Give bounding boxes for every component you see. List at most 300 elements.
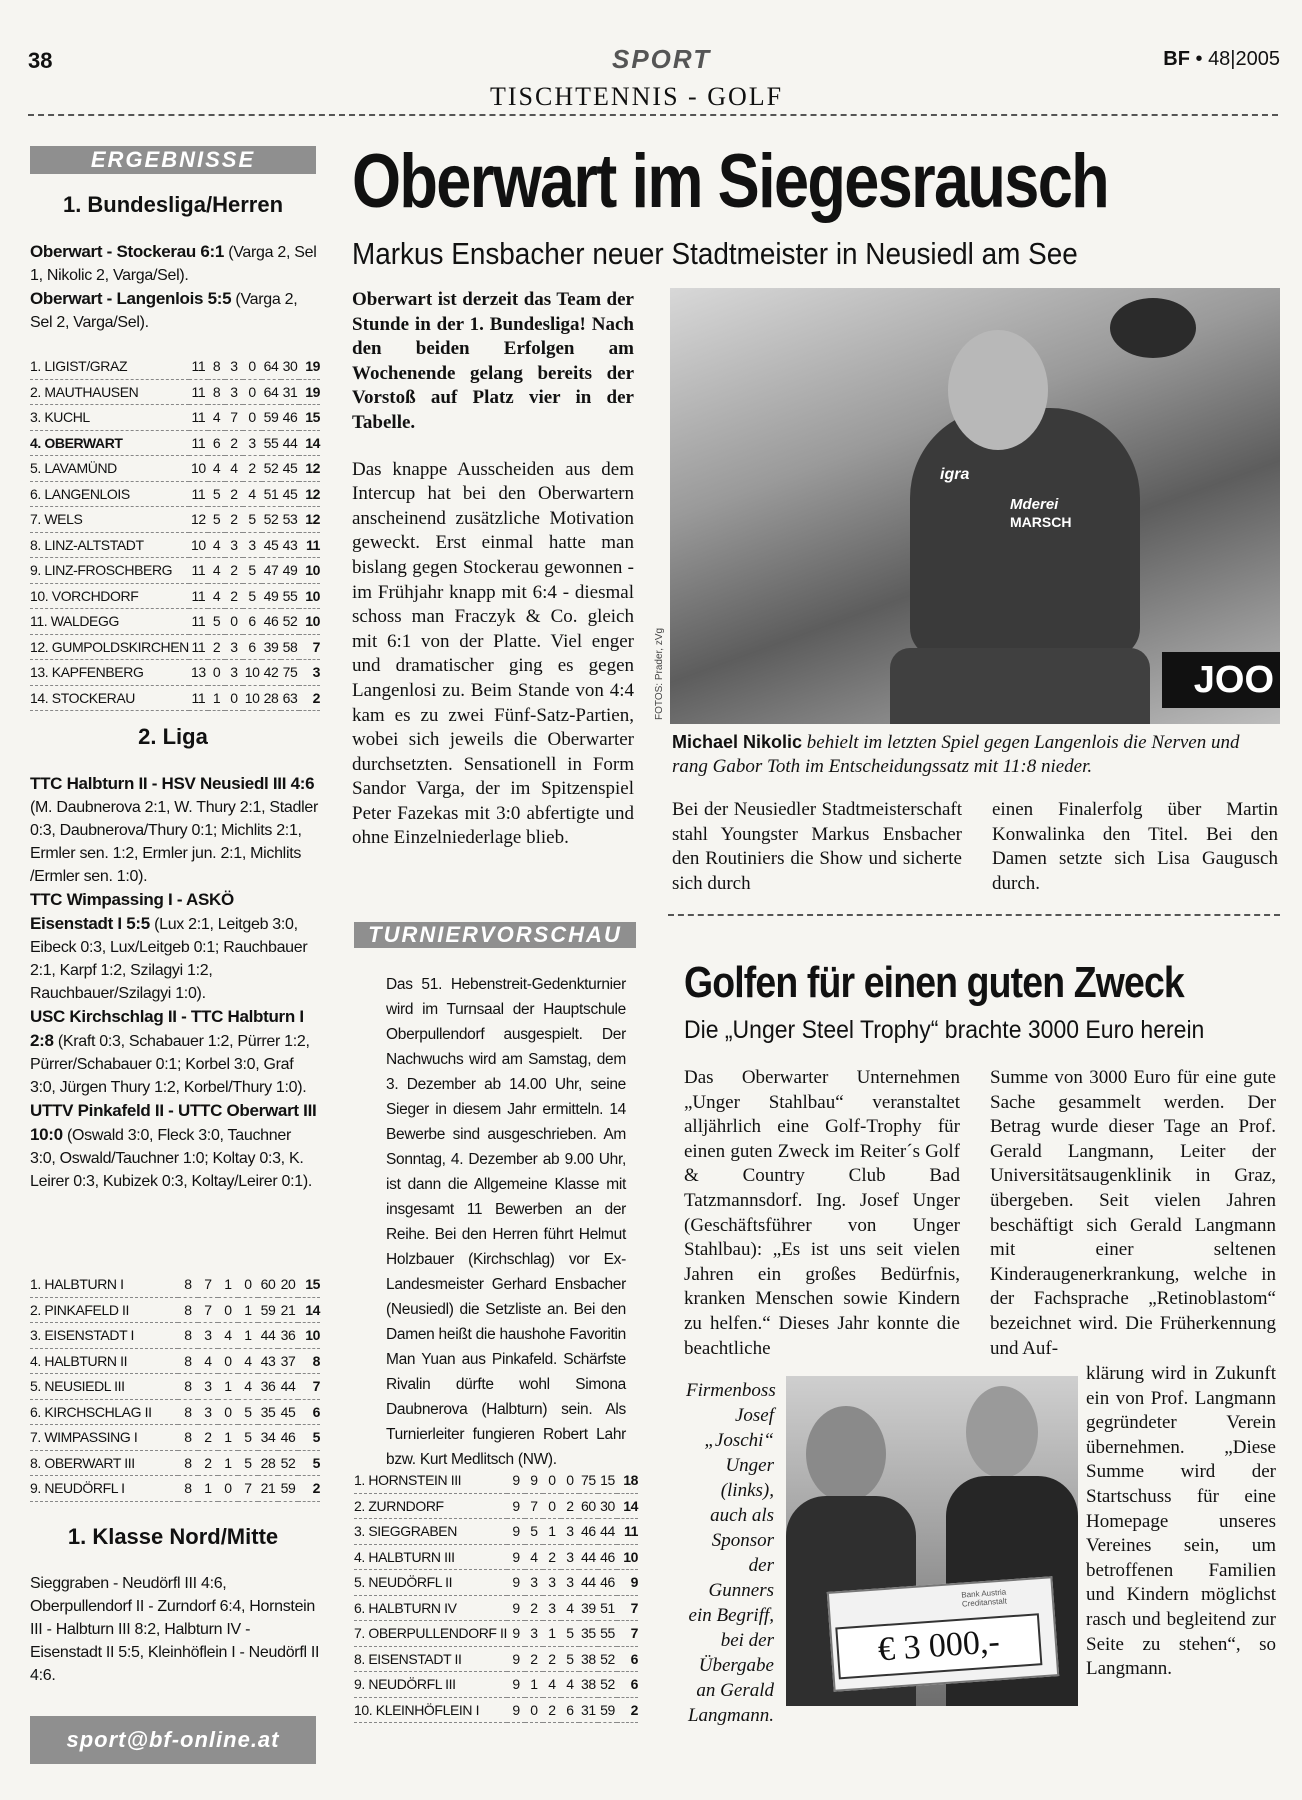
stat-cell: 6 [243,609,262,635]
stat-cell: 6 [208,430,225,456]
stat-cell: 30 [598,1493,617,1519]
stat-cell: 1 [218,1374,238,1400]
liga2-results [30,772,320,1193]
stat-cell: 0 [208,660,225,686]
points-cell: 19 [299,379,320,405]
stat-cell: 28 [262,685,281,711]
stat-cell: 2 [225,507,242,533]
team-name: 4. OBERWART [30,430,189,456]
stat-cell: 11 [189,481,208,507]
stat-cell: 2 [543,1544,561,1570]
team-name: 9. NEUDÖRFL III [354,1672,507,1698]
stat-cell: 9 [507,1570,525,1596]
stat-cell: 44 [598,1519,617,1545]
stat-cell: 45 [281,481,300,507]
stat-cell: 35 [579,1621,598,1647]
stat-cell: 4 [208,405,225,431]
stat-cell: 43 [258,1348,278,1374]
stat-cell: 58 [281,634,300,660]
result-oberwart-langenlois: Oberwart - Langenlois 5:5 (Varga 2, Sel 2, Varga/Sel). [30,289,298,331]
stat-cell: 60 [258,1272,278,1297]
stat-cell: 0 [543,1468,561,1493]
stat-cell: 0 [543,1493,561,1519]
stat-cell: 2 [525,1646,543,1672]
stat-cell: 45 [262,532,281,558]
player-shirt-shape [910,408,1140,658]
points-cell: 15 [298,1272,320,1297]
team-name: 5. NEUSIEDL III [30,1374,178,1400]
stat-cell: 1 [525,1672,543,1698]
points-cell: 14 [617,1493,638,1519]
team-name: 4. HALBTURN III [354,1544,507,1570]
team-name: 5. LAVAMÜND [30,456,189,482]
stat-cell: 7 [198,1272,218,1297]
points-cell: 3 [299,660,320,686]
stat-cell: 55 [262,430,281,456]
jersey-text-3: MARSCH [1010,514,1072,530]
stat-cell: 46 [278,1425,298,1451]
stat-cell: 1 [543,1621,561,1647]
stat-cell: 46 [598,1570,617,1596]
team-name: 5. NEUDÖRFL II [354,1570,507,1596]
golf-headline: Golfen für einen guten Zweck [684,958,1184,1007]
stat-cell: 3 [198,1399,218,1425]
points-cell: 12 [299,507,320,533]
team-name: 8. EISENSTADT II [354,1646,507,1672]
turnier-label: TURNIERVORSCHAU [354,922,636,948]
stat-cell: 3 [225,379,242,405]
result-kirchschlag-halbturn: USC Kirchschlag II - TTC Halbturn I 2:8 (Kraft 0:3, Schabauer 1:2, Pürrer 1:2, Pürrer/Schabauer 0:1; Korbel 3:0, Graf 3:0, Jürgen Thury 1:2, Korbel/Thury 1:0). [30,1007,310,1096]
stat-cell: 5 [561,1646,579,1672]
team-name: 4. HALBTURN II [30,1348,178,1374]
table-row [30,1476,320,1502]
points-cell: 14 [299,430,320,456]
points-cell: 7 [617,1621,638,1647]
stat-cell: 9 [507,1595,525,1621]
stat-cell: 36 [278,1323,298,1349]
table-row [30,634,320,660]
table-row [30,609,320,635]
stat-cell: 0 [238,1272,258,1297]
stat-cell: 0 [225,609,242,635]
stat-cell: 3 [561,1570,579,1596]
stat-cell: 11 [189,558,208,584]
stat-cell: 8 [178,1323,198,1349]
stat-cell: 11 [189,634,208,660]
main-lead: Oberwart ist derzeit das Team der Stunde in der 1. Bundesliga! Nach den beiden Erfolgen am Wochenende gelang bereits der Vorstoß auf Platz vier in der Tabelle. [352,289,634,433]
stat-cell: 3 [225,354,242,379]
topic-title: TISCHTENNIS - GOLF [490,82,784,111]
points-cell: 6 [617,1672,638,1698]
team-name: 2. PINKAFELD II [30,1297,178,1323]
stat-cell: 9 [507,1621,525,1647]
stat-cell: 34 [258,1425,278,1451]
email-link[interactable]: sport@bf-online.at [30,1716,316,1764]
stat-cell: 35 [258,1399,278,1425]
stat-cell: 75 [579,1468,598,1493]
team-name: 10. KLEINHÖFLEIN I [354,1697,507,1723]
sponsor-banner: JOO [1162,652,1280,708]
table-row [30,660,320,686]
stat-cell: 8 [208,354,225,379]
stat-cell: 52 [281,609,300,635]
stat-cell: 28 [258,1450,278,1476]
stat-cell: 11 [189,685,208,711]
table-row [30,685,320,711]
stat-cell: 46 [262,609,281,635]
stat-cell: 4 [243,481,262,507]
stat-cell: 3 [225,660,242,686]
points-cell: 10 [299,583,320,609]
team-name: 14. STOCKERAU [30,685,189,711]
stat-cell: 4 [208,532,225,558]
stat-cell: 13 [189,660,208,686]
stat-cell: 1 [543,1519,561,1545]
table-row [354,1544,638,1570]
table-row [354,1570,638,1596]
points-cell: 10 [299,609,320,635]
stat-cell: 1 [218,1450,238,1476]
liga2-title: 2. Liga [138,724,208,749]
table-row [354,1646,638,1672]
stat-cell: 44 [579,1544,598,1570]
stat-cell: 45 [278,1399,298,1425]
stat-cell: 6 [561,1697,579,1723]
stat-cell: 9 [525,1468,543,1493]
table-row [30,1399,320,1425]
stat-cell: 7 [198,1297,218,1323]
player-shorts-shape [890,648,1150,724]
stat-cell: 49 [262,583,281,609]
table-row [354,1621,638,1647]
stat-cell: 3 [243,532,262,558]
stat-cell: 3 [561,1544,579,1570]
bundesliga-results [30,240,320,334]
stat-cell: 6 [243,634,262,660]
stat-cell: 60 [579,1493,598,1519]
page-number: 38 [28,48,53,73]
stat-cell: 2 [225,583,242,609]
charity-check [827,1576,1059,1692]
table-row [30,481,320,507]
main-body: Das knappe Ausscheiden aus dem Intercup hat bei den Oberwartern anscheinend zusätzliche Motivation geweckt. Erst einmal hatte man bislang gegen Stockerau gewonnen - im Frühjahr knapp mit 6:4 - diesmal schoss man Fraczyk & Co. gleich mit 6:1 von der Platte. Viel enger und dramatischer ging es gegen Langenlosi zu. Beim Stande von 4:4 kam es zu zwei Fünf-Satz-Partien, wobei sich jeweils die Oberwarter durchsetzten. Sensationell in Form Sandor Varga, der im Spitzenspiel Peter Fazekas mit 3:0 abfertigte und ohne Einzelniederlage blieb. [352,458,634,849]
points-cell: 10 [617,1544,638,1570]
stat-cell: 4 [238,1348,258,1374]
check-bank: Bank Austria Creditanstalt [961,1587,1008,1609]
stat-cell: 52 [598,1672,617,1698]
stat-cell: 3 [543,1570,561,1596]
result-wimpassing-eisenstadt: TTC Wimpassing I - ASKÖ Eisenstadt I 5:5 (Lux 2:1, Leitgeb 3:0, Eibeck 0:3, Lux/Leitgeb 0:1; Rauchbauer 2:1, Karpf 1:2, Szilagyi 1:2, Rauchbauer/Szilagyi 1:0). [30,890,308,1002]
turnier-text: Das 51. Hebenstreit-Gedenkturnier wird im Turnsaal der Hauptschule Oberpullendorf ausgespielt. Der Nachwuchs wird am Samstag, dem 3. Dezember ab 14.00 Uhr, seine Sieger in diesem Jahr ermitteln. 14 Bewerbe sind ausgeschrieben. Am Sonntag, 4. Dezember ab 9.00 Uhr, ist dann die Allgemeine Klasse mit insgesamt 11 Bewerben an der Reihe. Bei den Herren führt Helmut Holzbauer (Kirchschlag) vor Ex-Landesmeister Gerhard Ensbacher (Neusiedl) die Setzliste an. Bei den Damen heißt die haushohe Favoritin Man Yuan aus Pinkafeld. Schärfste Rivalin dürfte wohl Simona Daubnerova (Halbturn) sein. Als Turnierleiter fungieren Robert Lahr bzw. Kurt Medlitsch (NW). [386,976,626,1468]
table-row [354,1697,638,1723]
table-row [30,1450,320,1476]
stat-cell: 37 [278,1348,298,1374]
table-row [30,1297,320,1323]
team-name: 10. VORCHDORF [30,583,189,609]
team-name: 2. ZURNDORF [354,1493,507,1519]
team-name: 1. HALBTURN I [30,1272,178,1297]
stat-cell: 10 [243,660,262,686]
stat-cell: 4 [543,1672,561,1698]
bundesliga-title: 1. Bundesliga/Herren [62,192,284,217]
points-cell: 7 [617,1595,638,1621]
table-row [30,1323,320,1349]
team-name: 7. OBERPULLENDORF II [354,1621,507,1647]
stat-cell: 8 [178,1272,198,1297]
stat-cell: 55 [598,1621,617,1647]
team-name: 9. NEUDÖRFL I [30,1476,178,1502]
stat-cell: 5 [238,1399,258,1425]
stat-cell: 4 [198,1348,218,1374]
issue-number: 48|2005 [1208,48,1280,70]
stat-cell: 9 [507,1672,525,1698]
stat-cell: 5 [238,1425,258,1451]
stat-cell: 63 [281,685,300,711]
stat-cell: 5 [525,1519,543,1545]
stat-cell: 3 [225,634,242,660]
points-cell: 8 [298,1348,320,1374]
table-row [30,456,320,482]
stat-cell: 1 [238,1297,258,1323]
stat-cell: 3 [561,1519,579,1545]
stat-cell: 8 [178,1450,198,1476]
stat-cell: 11 [189,379,208,405]
article-col-b: einen Finalerfolg über Martin Konwalinka den Titel. Bei den Damen setzte sich Lisa Gaugusch durch. [992,799,1278,894]
team-name: 1. HORNSTEIN III [354,1468,507,1493]
stat-cell: 52 [262,456,281,482]
stat-cell: 1 [238,1323,258,1349]
team-name: 3. KUCHL [30,405,189,431]
stat-cell: 5 [243,583,262,609]
result-oberwart-stockerau: Oberwart - Stockerau 6:1 (Varga 2, Sel 1, Nikolic 2, Varga/Sel). [30,242,317,284]
stat-cell: 7 [525,1493,543,1519]
klasse-results: Sieggraben - Neudörfl III 4:6, Oberpullendorf II - Zurndorf 6:4, Hornstein III - Halbturn III 8:2, Halbturn IV - Eisenstadt II 5:5, Kleinhöflein I - Neudörfl II 4:6. [30,1575,320,1684]
golf-col-1: Das Oberwarter Unternehmen „Unger Stahlbau“ veranstaltet alljährlich eine Golf-Trophy für einen guten Zweck im Reiter´s Golf & Country Club Bad Tatzmannsdorf. Ing. Josef Unger (Geschäftsführer von Unger Stahlbau): „Es ist uns seit vielen Jahren ein großes Bedürfnis, kranken Menschen sowie Kindern zu helfen.“ Dieses Jahr konnte die beachtliche [684,1067,960,1359]
stat-cell: 1 [218,1272,238,1297]
stat-cell: 52 [262,507,281,533]
stat-cell: 2 [225,558,242,584]
team-name: 11. WALDEGG [30,609,189,635]
golf-divider [668,914,1280,916]
stat-cell: 44 [579,1570,598,1596]
person-right-head [966,1386,1038,1478]
points-cell: 11 [299,532,320,558]
stat-cell: 0 [243,379,262,405]
stat-cell: 42 [262,660,281,686]
stat-cell: 51 [598,1595,617,1621]
golf-subheadline: Die „Unger Steel Trophy“ brachte 3000 Euro herein [684,1016,1205,1044]
stat-cell: 11 [189,583,208,609]
stat-cell: 3 [243,430,262,456]
stat-cell: 11 [189,430,208,456]
stat-cell: 10 [243,685,262,711]
issue-info: BF • 48|2005 [1163,48,1280,70]
team-name: 8. OBERWART III [30,1450,178,1476]
stat-cell: 0 [243,405,262,431]
points-cell: 15 [299,405,320,431]
points-cell: 10 [298,1323,320,1349]
golf-col-2b: klärung wird in Zukunft ein von Prof. Langmann gegründeter Verein übernehmen. „Diese Summe wird der Startschuss für eine Homepage unseres Vereines sein, um betroffenen Familien und Kindern möglichst rasch und begleitend zur Seite zu stehen“, so Langmann. [1086,1363,1276,1680]
stat-cell: 11 [189,405,208,431]
table-row [30,1425,320,1451]
stat-cell: 12 [189,507,208,533]
stat-cell: 10 [189,456,208,482]
header-divider [28,114,1278,116]
points-cell: 5 [298,1450,320,1476]
stat-cell: 64 [262,379,281,405]
stat-cell: 36 [258,1374,278,1400]
stat-cell: 21 [278,1297,298,1323]
table-row [354,1595,638,1621]
stat-cell: 30 [281,354,300,379]
stat-cell: 8 [178,1425,198,1451]
paddle-shape [1110,298,1196,358]
stat-cell: 39 [579,1595,598,1621]
results-label: ERGEBNISSE [30,146,316,174]
points-cell: 7 [298,1374,320,1400]
stat-cell: 5 [208,481,225,507]
points-cell: 6 [617,1646,638,1672]
points-cell: 14 [298,1297,320,1323]
stat-cell: 64 [262,354,281,379]
stat-cell: 49 [281,558,300,584]
stat-cell: 2 [208,634,225,660]
team-name: 9. LINZ-FROSCHBERG [30,558,189,584]
table-row [30,405,320,431]
stat-cell: 4 [561,1672,579,1698]
team-name: 2. MAUTHAUSEN [30,379,189,405]
check-handover-photo [786,1376,1078,1706]
team-name: 6. LANGENLOIS [30,481,189,507]
stat-cell: 2 [198,1425,218,1451]
stat-cell: 5 [243,558,262,584]
stat-cell: 4 [208,456,225,482]
points-cell: 12 [299,456,320,482]
stat-cell: 0 [243,354,262,379]
table-row [30,532,320,558]
result-halbturn-neusiedl: TTC Halbturn II - HSV Neusiedl III 4:6 (M. Daubnerova 2:1, W. Thury 2:1, Stadler 0:3, Daubnerova/Thury 0:1; Michlits 2:1, Ermler sen. 1:2, Ermler jun. 2:1, Michlits /Ermler sen. 1:0). [30,774,318,885]
check-amount: € 3 000,- [835,1613,1042,1679]
main-article-text [352,288,634,851]
publication-name: BF [1163,48,1190,70]
stat-cell: 9 [507,1697,525,1723]
stat-cell: 4 [225,456,242,482]
table-row [30,379,320,405]
stat-cell: 2 [243,456,262,482]
points-cell: 18 [617,1468,638,1493]
stat-cell: 5 [561,1621,579,1647]
stat-cell: 53 [281,507,300,533]
stat-cell: 3 [543,1595,561,1621]
team-name: 3. EISENSTADT I [30,1323,178,1349]
stat-cell: 31 [579,1697,598,1723]
table-row [30,558,320,584]
stat-cell: 38 [579,1646,598,1672]
stat-cell: 5 [208,609,225,635]
table-row [30,1272,320,1297]
stat-cell: 9 [507,1544,525,1570]
points-cell: 11 [617,1519,638,1545]
points-cell: 2 [299,685,320,711]
liga2-standings-table [30,1272,320,1502]
stat-cell: 0 [218,1348,238,1374]
stat-cell: 0 [218,1476,238,1502]
points-cell: 9 [617,1570,638,1596]
stat-cell: 2 [543,1646,561,1672]
stat-cell: 55 [281,583,300,609]
stat-cell: 0 [218,1399,238,1425]
stat-cell: 59 [598,1697,617,1723]
stat-cell: 3 [525,1621,543,1647]
stat-cell: 10 [189,532,208,558]
points-cell: 7 [299,634,320,660]
table-row [30,430,320,456]
points-cell: 2 [298,1476,320,1502]
stat-cell: 44 [281,430,300,456]
stat-cell: 8 [178,1348,198,1374]
points-cell: 12 [299,481,320,507]
stat-cell: 11 [189,609,208,635]
article-col-a: Bei der Neusiedler Stadtmeisterschaft stahl Youngster Markus Ensbacher den Routiniers die Show und sicherte sich durch [672,799,962,894]
golf-col-2a: Summe von 3000 Euro für eine gute Sache gesammelt werden. Der Betrag wurde dieser Tage an Prof. Gerald Langmann, Leiter der Universitätsaugenklinik in Graz, übergeben. Seit vielen Jahren beschäftigt sich Gerald Langmann mit einer seltenen Kinderaugenerkrankung, welche in der Fachsprache „Retinoblastom“ bezeichnet wird. Die Früherkennung und Auf- [990,1067,1276,1359]
stat-cell: 5 [208,507,225,533]
stat-cell: 0 [561,1468,579,1493]
stat-cell: 5 [243,507,262,533]
stat-cell: 8 [178,1297,198,1323]
table-row [30,354,320,379]
stat-cell: 21 [258,1476,278,1502]
points-cell: 10 [299,558,320,584]
stat-cell: 9 [507,1646,525,1672]
stat-cell: 75 [281,660,300,686]
stat-cell: 3 [198,1323,218,1349]
stat-cell: 2 [225,481,242,507]
team-name: 7. WIMPASSING I [30,1425,178,1451]
stat-cell: 3 [525,1570,543,1596]
table-tennis-photo [670,288,1280,724]
stat-cell: 2 [225,430,242,456]
stat-cell: 9 [507,1468,525,1493]
stat-cell: 4 [218,1323,238,1349]
stat-cell: 5 [238,1450,258,1476]
stat-cell: 11 [189,354,208,379]
jersey-text-1: igra [940,466,970,483]
team-name: 7. WELS [30,507,189,533]
stat-cell: 20 [278,1272,298,1297]
team-name: 6. HALBTURN IV [354,1595,507,1621]
stat-cell: 31 [281,379,300,405]
stat-cell: 0 [218,1297,238,1323]
stat-cell: 4 [525,1544,543,1570]
stat-cell: 1 [198,1476,218,1502]
klasse-standings-table [354,1468,638,1723]
points-cell: 2 [617,1697,638,1723]
stat-cell: 44 [258,1323,278,1349]
stat-cell: 46 [579,1519,598,1545]
stat-cell: 59 [262,405,281,431]
stat-cell: 9 [507,1493,525,1519]
stat-cell: 44 [278,1374,298,1400]
table-row [30,1348,320,1374]
stat-cell: 2 [543,1697,561,1723]
result-pinkafeld-oberwart: UTTV Pinkafeld II - UTTC Oberwart III 10:0 (Oswald 3:0, Fleck 3:0, Tauchner 3:0, Oswald/Tauchner 1:0; Koltay 0:3, K. Leirer 0:3, Kubizek 0:3, Koltay/Leirer 0:1). [30,1101,317,1190]
stat-cell: 38 [579,1672,598,1698]
table-row [354,1493,638,1519]
stat-cell: 3 [225,532,242,558]
photo-credit: FOTOS: Prader, zVg [654,627,665,720]
person-left-head [806,1406,886,1502]
stat-cell: 39 [262,634,281,660]
